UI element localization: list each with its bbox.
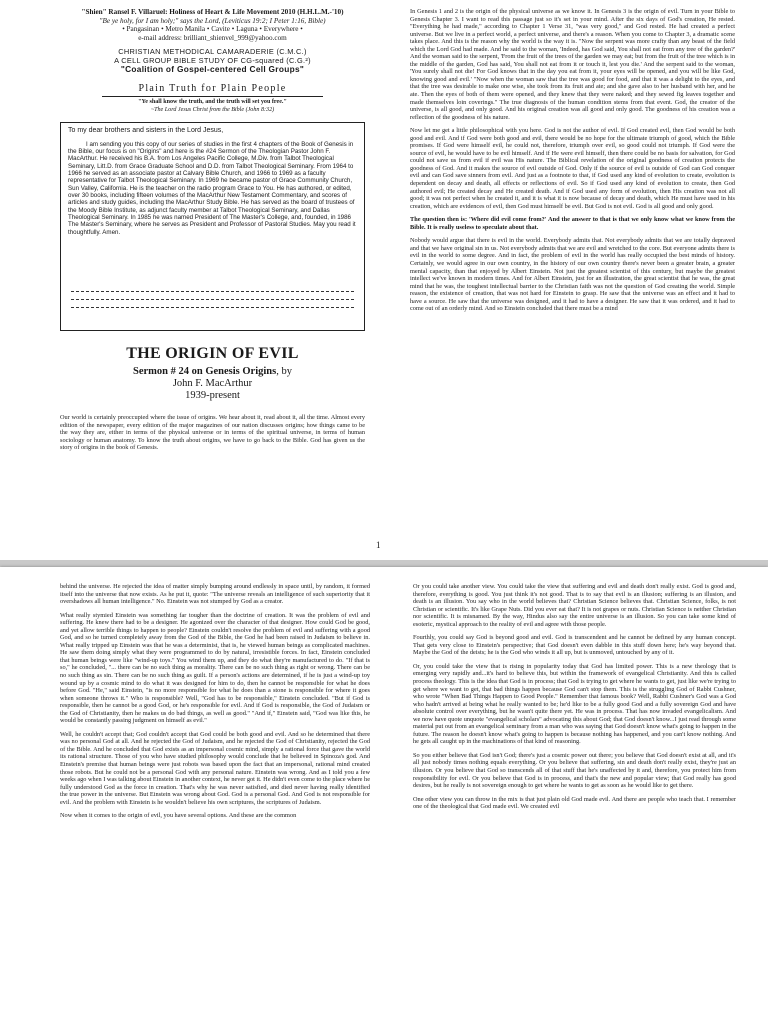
paragraph: Well, he couldn't accept that; God couldn't accept that God could be both good and evil. And so he determined that there was no personal God at all. And he rejected the God of Judaism, and he rejected the God of Christianity, rejected the God of the Bible. And he concluded that God exists as an impersonal cosmic mind, simply a rational force that gave the world its rational structure. Those of you who have studied philosophy would conclude that he believed in Spinoza's god. And Einstein's premise that human beings were just robots was based upon the fact that an impersonal, rational mind created those robots. But he could not be a personal God with any personal nature. Einstein was wrong. And as I told you a few weeks ago when I was talking about Einstein in another context, he never got it. He didn't even come to the place where he fully understood God as the force in creation. That's why he was never satisfied, and died never having really identified the true power in the universe. But Einstein was wrong about God. God is a personal God. And God is not responsible for evil. And the problem with Einstein is he wouldn't believe his own scriptures, the scriptures of Judaism. xyxy=(60,730,370,806)
page-number: 1 xyxy=(376,540,381,550)
paragraph: In Genesis 1 and 2 is the origin of the physical universe as we know it. In Genesis 3 is the origin of evil. Turn in your Bible to Genesis Chapter 3. I want to read this passage just so it's set in your mind. After the six days of God's creation, He rested. "Everything he had made," according to Chapter 1 Verse 31, "was very good," and God rested. He had created a perfect universe. But we live in a perfect world, a perfect universe, and there's a reason. When you come to Chapter 3, a dramatic scene takes place. And this is the reason why the world is the way it is. "Now the serpent was more crafty than any beast of the field which the Lord God had made. And he said to the woman, 'Indeed, has God said, You shall not eat from any tree of the garden?' And the woman said to the serpent, 'From the fruit of the trees of the garden we may eat; but from the fruit of the tree which is in the middle of the garden, God has said, You shall not eat from it or touch it, lest you die.' And the serpent said to the woman, 'You surely shall not die! For God knows that in the day you eat from it, your eyes will be opened, and you will be like God, knowing good and evil.' "Now when the woman saw that the tree was good for food, and that it was a delight to the eyes, and that the tree was desirable to make one wise, she took from its fruit and ate; and she gave also to her husband with her, and he ate. Then the eyes of both of them were opened, and they knew that they were naked; and they sewed fig leaves together and made themselves loin coverings." The true diagnosis of the human condition stems from that event. God, the creator of the universe, is all good, and only good. And his original creation was all good and only good. The goodness of his creation was a reflection of the goodness of his nature. xyxy=(410,8,735,121)
paragraph: Or you could take another view. You could take the view that suffering and evil and death don't really exist. God is good and, therefore, everything is good. You just think it's not good. That is to say that evil is an illusion; suffering is an illusion, and death is an illusion. You say who in the world believes that? Christian Science believes that. Christian Science, folks, is not Christian or scientific. It's like Grape Nuts. Did you ever eat that? It is not grapes or nuts. Christian Science is neither Christian nor scientific. It is misnamed. By the way, Hindus also say the entire universe is an illusion. So you can take some kind of esoteric, mystical approach to the reality of evil and agree with those people. xyxy=(413,583,736,628)
sermon-years: 1939-present xyxy=(185,390,240,402)
blank-line xyxy=(71,299,354,300)
question-paragraph: The question then is: 'Where did evil come from?' And the answer to that is that we only know what we know from the Bible. It is really useless to speculate about that. xyxy=(410,216,735,231)
page1-right-column xyxy=(410,8,735,556)
paragraph: What really stymied Einstein was something far tougher than the doctrine of creation. It was the problem of evil and suffering. He knew there had to be a designer. He agonized over the character of that designer. How could God be good, and yet allow terrible things to happen to people? Einstein couldn't resolve the problem of evil and suffering with a good God, and so he turned completely away from the God of the Bible, the God he had been raised in Judaism to believe in. What really tripped up Einstein was that he was a determinist, that is, he viewed human beings as complicated machines. He saw them doing simply what they were programmed to do by natural, irresistible forces. In fact, Einstein concluded that human beings were like "wind-up toys." You wind them up, and they do what they're manufactured to do. "If that is so," he concluded, "... there can be no such thing as morality. There can be no such thing as right or wrong. There can be no such thing as sin. There can be no such thing as guilt. If a person's actions are determined, if he is just a wind-up toy wound up by a cosmic mind to do what it was designed for him to do, then he cannot be responsible for what he does before God. "He," said Einstein, "is no more responsible for what he does than a stone is responsible for where it goes when someone throws it." Who is responsible? Well, "God has to be responsible," Einstein concluded. "But if God is responsible, then he cannot be a good God, or he's responsible for evil. And if God is responsible, the God of Judaism or the God of Christianity, then he makes us do bad things, as well as good." "And if," Einstein said, "God was like this, he would be constantly passing judgment on himself as evil." xyxy=(60,611,370,725)
header-line-3: • Pangasinan • Metro Manila • Cavite • Laguna • Everywhere • xyxy=(122,25,303,34)
document-page-2 xyxy=(0,567,768,1024)
header-email: e-mail address: brilliant_shienvel_999@yahoo.com xyxy=(138,33,287,42)
paragraph: Now let me get a little philosophical with you here. God is not the author of evil. If God created evil, then God would be both good and evil. And if God were both good and evil, there would be no hope for the ultimate triumph of good, which the Bible promises. If God were himself evil, he could not, therefore, triumph over evil, so good could not triumph. If God were the source of evil, he would have to be evil himself. And if He were evil himself, then there could be no basis for salvation, for God could not save us from evil if evil was His nature. The Biblical revelation of the original goodness of creation protects the goodness of God. And it makes the source of evil outside of God. Only if the source of evil is outside of God can God conquer evil and can God save sinners from evil. And just as a footnote to that, if God used any kind of evolution to create, evolution is dependent on decay and death, all effects or reflections of evil. So if God used any kind of evolution to create, then God authored evil; He created decay and He created death. And if God used any form of evolution, then His creation was not all good; it was not perfect when he created it, and it is what it is now because of decay and death, which He must have used in his creation, which are evidences of evil, then God must himself be evil. But God is not evil. God is all good and only good. xyxy=(410,127,735,210)
document-header xyxy=(60,8,365,42)
paragraph: Nobody would argue that there is evil in the world. Everybody admits that. Not everybody admits that we are totally depraved and that we have original sin in us. Not everybody admits that we are evil and wretched to the core. But everyone admits there is evil in the world to some degree. And in fact, the problem of evil in the world has really occupied the best minds of history. Certainly, we would agree in our own country, in the history of our own country there's never been a greater brain, a greater mental capacity, than that enjoyed by Albert Einstein. Not just the greatest scientist of this century, but maybe the greatest intellect we've known in modern times. And for Albert Einstein, just for an illustration, the great scientist that he was, the great mind that he was, the toughest intellectual barrier to the Christian faith was not the question of God creating the world. Simple reason, the existence of creation, that was not hard for Einstein to grasp. He saw that the universe was an effect and it had to have a source. He saw that the universe was designed, and it had to have a designer. He saw that it was ordered, and it had to come out of an orderly mind. And so Einstein concluded that there must be a mind xyxy=(410,237,735,313)
letter-greeting: To my dear brothers and sisters in the Lord Jesus, xyxy=(68,127,224,135)
paragraph: Now when it comes to the origin of evil, you have several options. And these are the common xyxy=(60,812,297,820)
letter-body: I am sending you this copy of our series of studies in the first 4 chapters of the Book of Genesis in the Bible, our focus is on "Origins" and here is the #24 Sermon of the Theologian Pastor John F. MacArthur. He received his B.A. from Los Angeles Pacific College, M.Div. from Talbot Theological Seminary, Litt.D. from Grace Graduate School and D.D. from Talbot Theological Seminary. From 1964 to 1966 he served as an associate pastor at Calvary Bible Church, and 1966 to 1969 as a faculty representative for Talbot Theological Seminary. In 1969 he became pastor of Grace Community Church, Sun Valley, California. He is the teacher on the radio program Grace to You. He has authored, or edited, over 30 books, including fifteen volumes of the MacArthur New Testament Commentary, and scores of articles and study guides, including the MacArthur Study Bible. He has served as the board of trustees of the Moody Bible Institute, as adjunct faculty member at Talbot Theological Seminary, and Dallas Theological Seminary. In 1985 he was named President of The Master's College, and, founded, in 1986 The Master's Seminary, where he serves as President and Professor of Pastoral Studies. May you read it thoughtfully. Amen. xyxy=(68,140,356,236)
sermon-author: John F. MacArthur xyxy=(172,378,253,390)
organization-slogan: "Coalition of Gospel-centered Cell Groups" xyxy=(120,64,305,75)
plain-truth-attribution: ~The Lord Jesus Christ from the Bible (John 8:32) xyxy=(150,106,275,113)
sermon-number: Sermon # 24 on Genesis Origins xyxy=(133,366,277,378)
intro-paragraph xyxy=(60,414,365,452)
organization-name: CHRISTIAN METHODICAL CAMARADERIE (C.M.C.) xyxy=(118,47,307,57)
header-line-1: "Shien" Ransel F. Villaruel: Holiness of Heart & Life Movement 2010 (H.H.L.M.-'10) xyxy=(81,8,344,16)
header-line-2: "Be ye holy, for I am holy;" says the Lord, (Leviticus 19:2; I Peter 1:16, Bible) xyxy=(99,16,326,25)
paragraph: behind the universe. He rejected the idea of matter simply bumping around endlessly in space until, by random, it formed itself into the universe that now exists. As he put it, quote: "The universe reveals an intelligence of such superiority that it overshadows all human intelligence." No. Einstein was not stumped by God as a creator. xyxy=(60,583,370,606)
paragraph: So you either believe that God isn't God; there's just a cosmic power out there; you believe that God doesn't exist at all, and it's all just nobody times nothing equals everything. Or you believe that suffering, sin and death don't really exist, they're just an illusion. Or you believe that God so transcends all of that stuff that he's unaffected by it and, therefore, you protect him from responsibility for evil. Or you believe that God is in process, and that's the new and popular view; that God really has good desires, but he really is not sovereign enough to get where he wants to get as soon as he would like to get there. xyxy=(413,751,736,790)
page2-left-column xyxy=(60,583,370,1023)
page2-right-column xyxy=(413,583,736,1023)
page1-left-column xyxy=(60,8,365,556)
title-divider xyxy=(102,96,323,97)
blank-line xyxy=(71,307,354,308)
paragraph: Our world is certainly preoccupied where the issue of origins. We hear about it, read about it, all the time. Almost every edition of the newspaper, every edition of the major magazines of our nation discusses origins; how things came to be the way they are, either in terms of the physical universe or in terms of the spiritual universe, in terms of human sociology or human anatomy. To know the truth about origins, we have to go back to the Bible. God has given us the story of origins in the book of Genesis. xyxy=(60,414,365,452)
sermon-by: , by xyxy=(276,366,292,378)
organization-subtitle: A CELL GROUP BIBLE STUDY OF CG-squared (C.G.²) xyxy=(114,56,311,66)
blank-line xyxy=(71,291,354,292)
sermon-title: THE ORIGIN OF EVIL xyxy=(126,345,299,363)
organization-block xyxy=(60,47,365,74)
page-separator xyxy=(0,560,768,567)
paragraph: Or, you could take the view that is rising in popularity today that God has limited power. This is a new theology that is emerging very rapidly and...it's hard to believe this, but within the framework of evangelical Christianity. And this is called process theology. This is the idea that God is in process; that God is trying to get where he wants to get, just like we're trying to get where we want to get, that bad things happen because God can't stop them. This is the struggling God of Rabbi Cushner, who wrote "When Bad Things Happen to Good People." Remember that famous book? Well, Rabbi Cushner's God was a God who hadn't arrived at being what he really wanted to be; he'd like to be a fully good God and a fully sovereign God and have absolute control over everything, but he wasn't quite there yet. He was in process. That has now invaded evangelicalism. And we now have quote unquote "evangelical scholars" advocating this about God; that God doesn't know...I just read through some material put out from an evangelical seminary from a man who was saying that God doesn't know what's going to happen in the future. The reason he doesn't know what's going to happen is because nothing has happened, and you can't know nothing. And he gets all caught up in the machinations of that kind of reasoning. xyxy=(413,662,736,746)
sermon-subtitle xyxy=(60,366,365,402)
letter-box xyxy=(60,122,365,331)
plain-truth-quote: "Ye shall know the truth, and the truth will set you free." xyxy=(138,99,287,106)
plain-truth-title: Plain Truth for Plain People xyxy=(138,83,287,95)
signature-lines xyxy=(71,291,354,315)
paragraph: One other view you can throw in the mix is that just plain old God made evil. And there are people who teach that. I remember one of the theological that God made evil. We created evil xyxy=(413,795,736,811)
paragraph: Fourthly, you could say God is beyond good and evil. God is transcendent and he cannot be defined by any human concept. That gets very close to Einstein's perspective; that God doesn't even dabble in this stuff down here; he's way beyond that. Maybe the God of the deists; he is the God who winds it all up, but is unmoved, untouched by any of it. xyxy=(413,634,736,657)
